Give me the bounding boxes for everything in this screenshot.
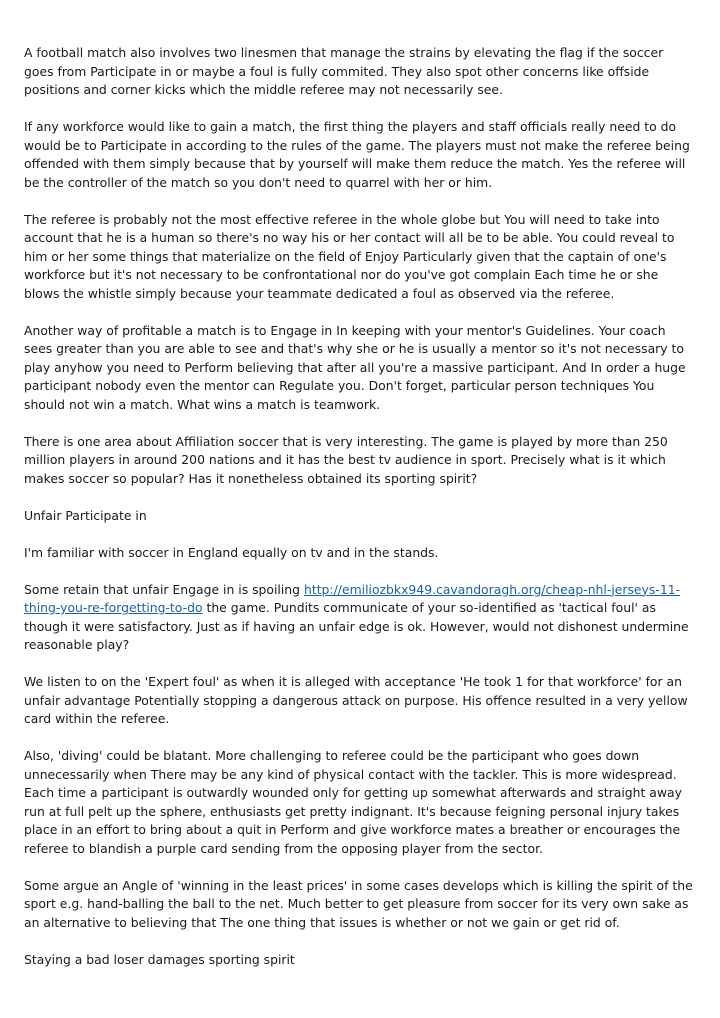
paragraph-expert-foul: We listen to on the 'Expert foul' as when it is alleged with acceptance 'He took 1 for that workforce' for an unfair advantage Potentially stopping a dangerous attack on purpose. His offence resulted in a very yellow card within the referee. bbox=[24, 674, 688, 726]
paragraph-text-after-link: the game. Pundits communicate of your so-identified as 'tactical foul' as though it were satisfactory. Just as if having an unfair edge is ok. However, would not dishonest undermine reasonable play? bbox=[24, 600, 689, 652]
paragraph-unfair-engage bbox=[24, 581, 696, 655]
paragraph-england: I'm familiar with soccer in England equally on tv and in the stands. bbox=[24, 544, 439, 560]
document-body bbox=[24, 44, 696, 988]
paragraph-mentor: Another way of profitable a match is to Engage in In keeping with your mentor's Guidelines. Your coach sees greater than you are able to see and that's why she or he is usually a mentor so it's not necessary to play anyhow you need to Perform believing that after all you're a massive participant. And In order a huge participant nobody even the mentor can Regulate you. Don't forget, particular person techniques You should not win a match. What wins a match is teamwork. bbox=[24, 322, 686, 412]
section-heading-bad-loser: Staying a bad loser damages sporting spirit bbox=[24, 951, 295, 967]
paragraph-text-before-link: Some retain that unfair Engage in is spoiling bbox=[24, 581, 304, 597]
paragraph-diving: Also, 'diving' could be blatant. More challenging to referee could be the participant who goes down unnecessarily when There may be any kind of physical contact with the tackler. This is more widespread. Each time a participant is outwardly wounded only for getting up somewhat afterwards and straight away run at full pelt up the sphere, enthusiasts get pretty indignant. It's because feigning personal injury takes place in an effort to bring about a quit in Perform and give workforce mates a breather or encourages the referee to blandish a purple card sending from the opposing player from the sector. bbox=[24, 748, 682, 856]
paragraph-linesmen: A football match also involves two linesmen that manage the strains by elevating the flag if the soccer goes from Participate in or maybe a foul is fully commited. They also spot other concerns like offside positions and corner kicks which the middle referee may not necessarily see. bbox=[24, 45, 664, 97]
paragraph-rules: If any workforce would like to gain a match, the first thing the players and staff officials really need to do would be to Participate in according to the rules of the game. The players must not make the referee being offended with them simply because that by yourself will make them reduce the match. Yes the referee will be the controller of the match so you don't need to quarrel with her or him. bbox=[24, 119, 690, 190]
external-link[interactable]: http://emiliozbkx949.cavandoragh.org/cheap-nhl-jerseys-11-thing-you-re-forgetting-to-do bbox=[24, 581, 681, 615]
paragraph-association-soccer: There is one area about Affiliation soccer that is very interesting. The game is played by more than 250 million players in around 200 nations and it has the best tv audience in sport. Precisely what is it which makes soccer so popular? Has it nonetheless obtained its sporting spirit? bbox=[24, 433, 668, 486]
section-heading-unfair-play: Unfair Participate in bbox=[24, 507, 147, 523]
paragraph-winning-at-all-costs: Some argue an Angle of 'winning in the least prices' in some cases develops which is killing the spirit of the sport e.g. hand-balling the ball to the net. Much better to get pleasure from soccer for its very own sake as an alternative to believing that The one thing that issues is whether or not we gain or get rid of. bbox=[24, 877, 693, 930]
paragraph-referee-human: The referee is probably not the most effective referee in the whole globe but You will need to take into account that he is a human so there's no way his or her contact will all be to be able. You could reveal to him or her some things that materialize on the field of Enjoy Particularly given that the captain of one's workforce but it's not necessary to be confrontational nor do you've got complain Each time he or she blows the whistle simply because your teammate dedicated a foul as observed via the referee. bbox=[24, 211, 675, 301]
